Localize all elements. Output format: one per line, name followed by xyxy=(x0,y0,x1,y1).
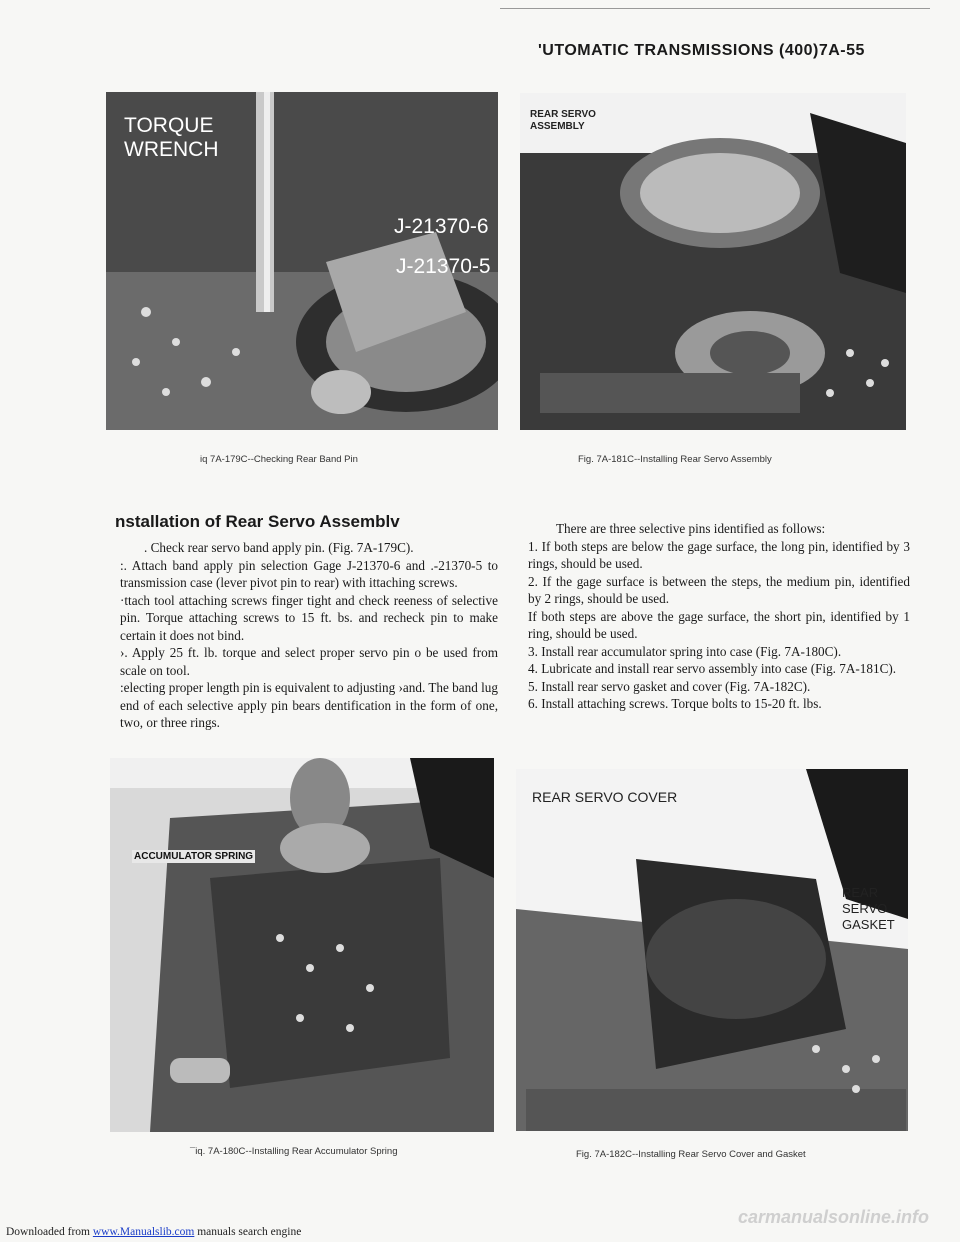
figure-182c-caption: Fig. 7A-182C--Installing Rear Servo Cover and Gasket xyxy=(576,1149,806,1160)
right-para-8: 6. Install attaching screws. Torque bolts to 15-20 ft. lbs. xyxy=(528,696,822,711)
label-tool-j21370-5: J-21370-5 xyxy=(396,255,491,278)
watermark: carmanualsonline.info xyxy=(738,1207,930,1227)
right-para-2: 1. If both steps are below the gage surface, the long pin, identified by 3 rings, should be used. xyxy=(528,538,910,571)
label-servo: SERVO xyxy=(842,901,888,916)
figure-180c-caption: ¯iq. 7A-180C--Installing Rear Accumulator Spring xyxy=(190,1146,398,1157)
label-gasket: GASKET xyxy=(842,917,895,932)
label-rear: REAR xyxy=(842,885,879,900)
page-header: 'UTOMATIC TRANSMISSIONS (400)7A-55 xyxy=(538,42,865,59)
left-para-3: ·ttach tool attaching screws finger tight and check reeness of selective pin. Torque attaching screws to 15 ft. bs. and recheck pin to make certain it does not bind. xyxy=(120,592,498,643)
top-rule xyxy=(500,8,930,9)
footer-suffix: manuals search engine xyxy=(194,1226,302,1238)
figure-180c-photo xyxy=(110,758,494,1132)
label-rear-servo-cover: REAR SERVO COVER xyxy=(532,789,678,805)
right-text xyxy=(528,520,910,713)
label-torque: TORQUE xyxy=(124,114,214,137)
label-accumulator-spring: ACCUMULATOR SPRING xyxy=(134,851,254,862)
left-para-2: :. Attach band apply pin selection Gage J-21370-6 and .-21370-5 to transmission case (lever pivot pin to rear) with ittaching screws. xyxy=(120,557,498,590)
right-para-6: 4. Lubricate and install rear servo assembly into case (Fig. 7A-181C). xyxy=(528,661,897,676)
right-para-5: 3. Install rear accumulator spring into case (Fig. 7A-180C). xyxy=(528,643,842,659)
footer xyxy=(6,1226,301,1238)
label-wrench: WRENCH xyxy=(124,138,219,161)
label-tool-j21370-6: J-21370-6 xyxy=(394,215,489,238)
right-para-1: There are three selective pins identified as follows: xyxy=(556,521,826,536)
left-para-5: :electing proper length pin is equivalent to adjusting ›and. The band lug end of each selective apply pin bears dentification in the form of one, two, or three rings. xyxy=(120,680,498,730)
left-para-1: . Check rear servo band apply pin. (Fig. 7A-179C). xyxy=(144,540,414,555)
right-para-3: 2. If the gage surface is between the steps, the medium pin, identified by 2 rings, should be used. xyxy=(528,573,910,606)
figure-179c-caption: iq 7A-179C--Checking Rear Band Pin xyxy=(200,454,358,465)
section-heading: nstallation of Rear Servo Assemblv xyxy=(115,512,400,531)
label-rear-servo: REAR SERVO xyxy=(530,109,596,120)
footer-link[interactable]: www.Manualslib.com xyxy=(92,1226,195,1238)
left-text xyxy=(120,539,498,732)
figure-182c-photo xyxy=(516,769,908,1131)
figure-179c-photo xyxy=(106,92,498,430)
footer-prefix: Downloaded from xyxy=(6,1226,93,1238)
label-assembly: ASSEMBLY xyxy=(530,121,585,132)
left-para-4: ›. Apply 25 ft. lb. torque and select proper servo pin o be used from scale on tool. xyxy=(120,645,498,678)
figure-181c-caption: Fig. 7A-181C--Installing Rear Servo Assembly xyxy=(578,454,772,465)
right-para-4: If both steps are above the gage surface, the short pin, identified by 1 ring, should be used. xyxy=(528,608,910,641)
right-para-7: 5. Install rear servo gasket and cover (Fig. 7A-182C). xyxy=(528,678,811,694)
figure-181c-photo xyxy=(520,93,906,430)
